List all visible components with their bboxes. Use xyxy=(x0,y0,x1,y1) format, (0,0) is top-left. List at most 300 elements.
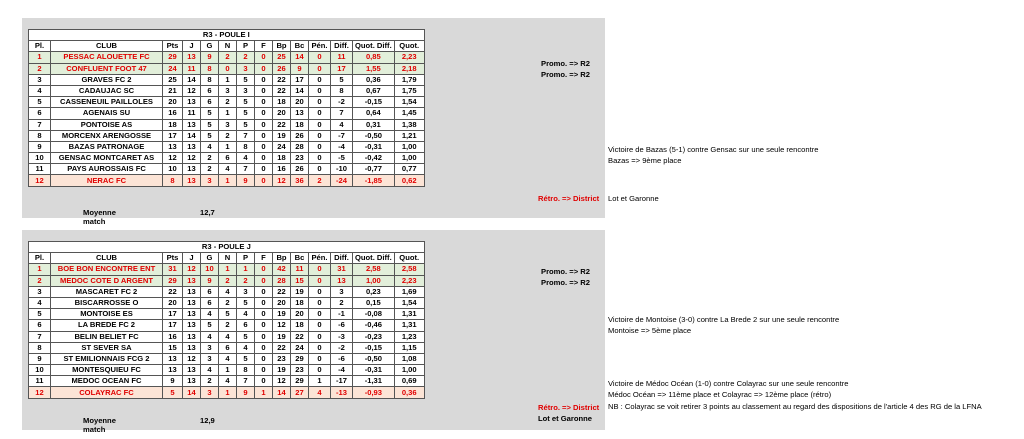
cell-club: GENSAC MONTCARET AS xyxy=(51,153,163,164)
average-value: 12,9 xyxy=(200,416,215,425)
cell-drawn: 2 xyxy=(219,97,237,108)
cell-forfeits: 0 xyxy=(255,153,273,164)
cell-won: 2 xyxy=(201,376,219,387)
cell-goals-against: 19 xyxy=(291,286,309,297)
cell-club: ST SEVER SA xyxy=(51,342,163,353)
cell-played: 13 xyxy=(183,175,201,186)
cell-won: 4 xyxy=(201,309,219,320)
cell-quot: 1,00 xyxy=(394,365,424,376)
table-title-row xyxy=(29,242,425,253)
cell-goal-diff: -6 xyxy=(331,320,353,331)
table-row xyxy=(29,387,425,398)
cell-goals-against: 20 xyxy=(291,97,309,108)
cell-club: CASSENEUIL PAILLOLES xyxy=(51,97,163,108)
cell-quot-diff: -0,31 xyxy=(353,365,395,376)
poule-i-status-promo-2: Promo. => R2 xyxy=(541,70,590,79)
cell-goal-diff: -4 xyxy=(331,365,353,376)
cell-quot-diff: -0,15 xyxy=(353,97,395,108)
table-row xyxy=(29,119,425,130)
cell-pl: 2 xyxy=(29,63,51,74)
cell-quot-diff: -0,15 xyxy=(353,342,395,353)
cell-won: 5 xyxy=(201,130,219,141)
cell-drawn: 2 xyxy=(219,52,237,63)
cell-club: COLAYRAC FC xyxy=(51,387,163,398)
cell-goals-against: 18 xyxy=(291,320,309,331)
cell-drawn: 4 xyxy=(219,286,237,297)
cell-penalty: 1 xyxy=(309,376,331,387)
cell-goals-for: 18 xyxy=(273,153,291,164)
cell-club: BELIN BELIET FC xyxy=(51,331,163,342)
cell-forfeits: 0 xyxy=(255,119,273,130)
cell-drawn: 4 xyxy=(219,353,237,364)
cell-quot-diff: -1,85 xyxy=(353,175,395,186)
cell-quot-diff: 0,31 xyxy=(353,119,395,130)
cell-drawn: 1 xyxy=(219,175,237,186)
cell-goal-diff: 2 xyxy=(331,297,353,308)
cell-quot-diff: -0,93 xyxy=(353,387,395,398)
cell-goals-for: 14 xyxy=(273,387,291,398)
cell-forfeits: 0 xyxy=(255,141,273,152)
cell-club: BAZAS PATRONAGE xyxy=(51,141,163,152)
cell-played: 13 xyxy=(183,331,201,342)
cell-drawn: 1 xyxy=(219,74,237,85)
cell-quot-diff: 0,64 xyxy=(353,108,395,119)
cell-forfeits: 0 xyxy=(255,275,273,286)
cell-goal-diff: -10 xyxy=(331,164,353,175)
column-header-goal-diff: Diff. xyxy=(331,253,353,264)
cell-lost: 2 xyxy=(237,275,255,286)
cell-drawn: 2 xyxy=(219,130,237,141)
poule-j-note-5: NB : Colayrac se voit retirer 3 points au classement au regard des dispositions de l'article 4 des RG de la LFNA xyxy=(608,402,982,411)
cell-pl: 1 xyxy=(29,52,51,63)
table-row xyxy=(29,141,425,152)
cell-drawn: 2 xyxy=(219,320,237,331)
cell-lost: 5 xyxy=(237,119,255,130)
cell-won: 3 xyxy=(201,353,219,364)
cell-played: 12 xyxy=(183,153,201,164)
poule-j-panel xyxy=(22,230,605,434)
cell-club: BISCARROSSE O xyxy=(51,297,163,308)
cell-pts: 9 xyxy=(163,376,183,387)
column-header-quot-diff: Quot. Diff. xyxy=(353,253,395,264)
cell-goals-against: 27 xyxy=(291,387,309,398)
column-header-forfeits: F xyxy=(255,253,273,264)
cell-drawn: 4 xyxy=(219,164,237,175)
cell-quot-diff: -0,23 xyxy=(353,331,395,342)
poule-j-retro-suffix: Lot et Garonne xyxy=(538,414,593,423)
column-header-lost: P xyxy=(237,253,255,264)
cell-quot: 1,00 xyxy=(394,141,424,152)
cell-won: 3 xyxy=(201,342,219,353)
cell-club: MEDOC OCEAN FC xyxy=(51,376,163,387)
cell-forfeits: 0 xyxy=(255,85,273,96)
cell-goal-diff: 17 xyxy=(331,63,353,74)
cell-goal-diff: 4 xyxy=(331,119,353,130)
cell-drawn: 0 xyxy=(219,63,237,74)
cell-pts: 18 xyxy=(163,119,183,130)
cell-goal-diff: -2 xyxy=(331,342,353,353)
column-header-goals-for: Bp xyxy=(273,253,291,264)
cell-pts: 12 xyxy=(163,153,183,164)
cell-quot-diff: 2,58 xyxy=(353,264,395,275)
cell-goals-for: 23 xyxy=(273,353,291,364)
cell-pl: 3 xyxy=(29,286,51,297)
cell-lost: 7 xyxy=(237,130,255,141)
cell-pl: 1 xyxy=(29,264,51,275)
cell-goals-against: 24 xyxy=(291,342,309,353)
cell-pts: 31 xyxy=(163,264,183,275)
cell-penalty: 0 xyxy=(309,320,331,331)
cell-forfeits: 0 xyxy=(255,97,273,108)
cell-played: 13 xyxy=(183,297,201,308)
cell-penalty: 0 xyxy=(309,63,331,74)
cell-goals-for: 22 xyxy=(273,342,291,353)
column-header-penalty: Pén. xyxy=(309,253,331,264)
table-row xyxy=(29,97,425,108)
cell-goals-against: 18 xyxy=(291,297,309,308)
cell-quot: 2,23 xyxy=(394,52,424,63)
cell-penalty: 0 xyxy=(309,52,331,63)
cell-forfeits: 0 xyxy=(255,320,273,331)
column-header-forfeits: F xyxy=(255,41,273,52)
cell-club: AGENAIS SU xyxy=(51,108,163,119)
cell-goals-for: 20 xyxy=(273,108,291,119)
cell-lost: 4 xyxy=(237,153,255,164)
cell-quot-diff: -0,46 xyxy=(353,320,395,331)
cell-goals-for: 12 xyxy=(273,320,291,331)
cell-won: 4 xyxy=(201,365,219,376)
cell-goals-against: 15 xyxy=(291,275,309,286)
cell-pl: 12 xyxy=(29,175,51,186)
cell-quot: 2,23 xyxy=(394,275,424,286)
cell-played: 12 xyxy=(183,264,201,275)
cell-goal-diff: 8 xyxy=(331,85,353,96)
cell-won: 9 xyxy=(201,275,219,286)
cell-goal-diff: 5 xyxy=(331,74,353,85)
cell-goals-for: 18 xyxy=(273,97,291,108)
cell-penalty: 0 xyxy=(309,353,331,364)
cell-drawn: 2 xyxy=(219,297,237,308)
cell-goals-against: 23 xyxy=(291,153,309,164)
cell-lost: 4 xyxy=(237,342,255,353)
cell-goal-diff: -5 xyxy=(331,153,353,164)
table-row xyxy=(29,331,425,342)
cell-goals-for: 25 xyxy=(273,52,291,63)
column-header-played: J xyxy=(183,41,201,52)
cell-quot: 1,21 xyxy=(394,130,424,141)
column-header-goal-diff: Diff. xyxy=(331,41,353,52)
cell-lost: 5 xyxy=(237,74,255,85)
cell-pts: 10 xyxy=(163,164,183,175)
cell-goal-diff: -3 xyxy=(331,331,353,342)
table-row xyxy=(29,130,425,141)
cell-forfeits: 0 xyxy=(255,331,273,342)
poule-j-note-1: Victoire de Montoise (3-0) contre La Brede 2 sur une seule rencontre xyxy=(608,315,840,324)
cell-pl: 7 xyxy=(29,119,51,130)
cell-penalty: 0 xyxy=(309,264,331,275)
cell-goals-against: 11 xyxy=(291,264,309,275)
cell-forfeits: 0 xyxy=(255,264,273,275)
cell-goals-against: 13 xyxy=(291,108,309,119)
cell-played: 13 xyxy=(183,52,201,63)
cell-goal-diff: -6 xyxy=(331,353,353,364)
cell-pts: 13 xyxy=(163,365,183,376)
cell-goals-against: 26 xyxy=(291,164,309,175)
cell-goals-against: 17 xyxy=(291,74,309,85)
table-row xyxy=(29,153,425,164)
cell-played: 13 xyxy=(183,365,201,376)
cell-pl: 6 xyxy=(29,320,51,331)
cell-goals-for: 19 xyxy=(273,130,291,141)
cell-pts: 17 xyxy=(163,309,183,320)
cell-pts: 16 xyxy=(163,331,183,342)
average-label: Moyenne match xyxy=(83,416,116,434)
poule-i-status-retro: Rétro. => District xyxy=(538,194,600,203)
poule-i-status-promo-1: Promo. => R2 xyxy=(541,59,590,68)
column-header-won: G xyxy=(201,253,219,264)
cell-club: NERAC FC xyxy=(51,175,163,186)
table-row xyxy=(29,74,425,85)
cell-played: 13 xyxy=(183,286,201,297)
cell-forfeits: 0 xyxy=(255,297,273,308)
cell-lost: 7 xyxy=(237,164,255,175)
cell-forfeits: 0 xyxy=(255,74,273,85)
cell-lost: 6 xyxy=(237,320,255,331)
cell-quot: 1,31 xyxy=(394,309,424,320)
cell-won: 5 xyxy=(201,108,219,119)
cell-pl: 8 xyxy=(29,342,51,353)
cell-pl: 9 xyxy=(29,353,51,364)
average-value: 12,7 xyxy=(200,208,215,217)
table-row xyxy=(29,286,425,297)
cell-drawn: 4 xyxy=(219,331,237,342)
cell-lost: 3 xyxy=(237,63,255,74)
cell-pts: 13 xyxy=(163,353,183,364)
cell-drawn: 1 xyxy=(219,365,237,376)
table-row xyxy=(29,264,425,275)
cell-pts: 22 xyxy=(163,286,183,297)
cell-goal-diff: 7 xyxy=(331,108,353,119)
cell-quot: 1,23 xyxy=(394,331,424,342)
cell-goal-diff: -24 xyxy=(331,175,353,186)
cell-lost: 5 xyxy=(237,353,255,364)
cell-pts: 15 xyxy=(163,342,183,353)
column-header-pts: Pts xyxy=(163,253,183,264)
cell-forfeits: 0 xyxy=(255,342,273,353)
cell-goals-for: 19 xyxy=(273,309,291,320)
column-header-penalty: Pén. xyxy=(309,41,331,52)
cell-goal-diff: -2 xyxy=(331,97,353,108)
cell-won: 4 xyxy=(201,141,219,152)
cell-penalty: 0 xyxy=(309,342,331,353)
table-row xyxy=(29,309,425,320)
poule-i-table xyxy=(28,29,425,187)
cell-forfeits: 0 xyxy=(255,353,273,364)
cell-club: ST EMILIONNAIS FCG 2 xyxy=(51,353,163,364)
cell-goal-diff: -17 xyxy=(331,376,353,387)
cell-quot: 1,54 xyxy=(394,297,424,308)
cell-goals-against: 22 xyxy=(291,331,309,342)
cell-lost: 1 xyxy=(237,264,255,275)
cell-won: 10 xyxy=(201,264,219,275)
cell-drawn: 6 xyxy=(219,342,237,353)
cell-goals-for: 12 xyxy=(273,175,291,186)
cell-quot-diff: -0,08 xyxy=(353,309,395,320)
column-header-lost: P xyxy=(237,41,255,52)
cell-quot: 1,38 xyxy=(394,119,424,130)
cell-quot-diff: 0,85 xyxy=(353,52,395,63)
table-row xyxy=(29,275,425,286)
cell-forfeits: 0 xyxy=(255,108,273,119)
cell-lost: 7 xyxy=(237,376,255,387)
poule-j-note-3: Victoire de Médoc Océan (1-0) contre Colayrac sur une seule rencontre xyxy=(608,379,849,388)
cell-quot: 1,45 xyxy=(394,108,424,119)
cell-club: MORCENX ARENGOSSE xyxy=(51,130,163,141)
cell-pts: 21 xyxy=(163,85,183,96)
table-row xyxy=(29,52,425,63)
cell-forfeits: 1 xyxy=(255,387,273,398)
poule-j-table xyxy=(28,241,425,399)
cell-pl: 10 xyxy=(29,365,51,376)
cell-played: 14 xyxy=(183,130,201,141)
cell-lost: 9 xyxy=(237,387,255,398)
table-row xyxy=(29,297,425,308)
column-header-pl: Pl. xyxy=(29,41,51,52)
cell-pl: 5 xyxy=(29,309,51,320)
column-header-club: CLUB xyxy=(51,253,163,264)
cell-lost: 8 xyxy=(237,141,255,152)
cell-penalty: 0 xyxy=(309,74,331,85)
cell-quot-diff: -1,31 xyxy=(353,376,395,387)
cell-quot-diff: 0,36 xyxy=(353,74,395,85)
cell-goal-diff: -1 xyxy=(331,309,353,320)
cell-pts: 20 xyxy=(163,97,183,108)
cell-quot-diff: 0,67 xyxy=(353,85,395,96)
cell-pts: 25 xyxy=(163,74,183,85)
cell-quot-diff: 1,00 xyxy=(353,275,395,286)
cell-lost: 8 xyxy=(237,365,255,376)
cell-drawn: 3 xyxy=(219,85,237,96)
cell-pts: 5 xyxy=(163,387,183,398)
table-row xyxy=(29,320,425,331)
poule-j-note-4: Médoc Océan => 11ème place et Colayrac => 12ème place (rétro) xyxy=(608,390,832,399)
cell-lost: 5 xyxy=(237,331,255,342)
cell-penalty: 0 xyxy=(309,85,331,96)
cell-played: 14 xyxy=(183,74,201,85)
cell-played: 14 xyxy=(183,387,201,398)
cell-won: 5 xyxy=(201,119,219,130)
poule-i-retro-suffix: Lot et Garonne xyxy=(608,194,659,203)
column-header-drawn: N xyxy=(219,253,237,264)
cell-goal-diff: -4 xyxy=(331,141,353,152)
cell-goal-diff: 13 xyxy=(331,275,353,286)
cell-goal-diff: -13 xyxy=(331,387,353,398)
cell-quot: 1,54 xyxy=(394,97,424,108)
cell-quot: 2,18 xyxy=(394,63,424,74)
cell-pl: 6 xyxy=(29,108,51,119)
cell-played: 13 xyxy=(183,342,201,353)
table-title: R3 - POULE I xyxy=(29,30,425,41)
cell-played: 13 xyxy=(183,141,201,152)
cell-pts: 24 xyxy=(163,63,183,74)
cell-pl: 12 xyxy=(29,387,51,398)
cell-won: 5 xyxy=(201,320,219,331)
cell-lost: 5 xyxy=(237,297,255,308)
cell-pl: 11 xyxy=(29,376,51,387)
cell-drawn: 3 xyxy=(219,119,237,130)
cell-won: 4 xyxy=(201,331,219,342)
cell-forfeits: 0 xyxy=(255,309,273,320)
cell-won: 9 xyxy=(201,52,219,63)
cell-forfeits: 0 xyxy=(255,175,273,186)
cell-penalty: 0 xyxy=(309,365,331,376)
table-row xyxy=(29,108,425,119)
cell-played: 13 xyxy=(183,320,201,331)
cell-penalty: 0 xyxy=(309,97,331,108)
cell-lost: 5 xyxy=(237,97,255,108)
cell-quot: 1,15 xyxy=(394,342,424,353)
table-row xyxy=(29,376,425,387)
cell-won: 8 xyxy=(201,74,219,85)
cell-played: 11 xyxy=(183,63,201,74)
cell-goals-against: 20 xyxy=(291,309,309,320)
cell-penalty: 0 xyxy=(309,164,331,175)
cell-played: 13 xyxy=(183,376,201,387)
cell-quot: 1,08 xyxy=(394,353,424,364)
cell-pl: 2 xyxy=(29,275,51,286)
cell-pts: 29 xyxy=(163,275,183,286)
cell-won: 6 xyxy=(201,85,219,96)
cell-pl: 3 xyxy=(29,74,51,85)
cell-club: PESSAC ALOUETTE FC xyxy=(51,52,163,63)
table-row xyxy=(29,85,425,96)
cell-goals-for: 16 xyxy=(273,164,291,175)
cell-pts: 20 xyxy=(163,297,183,308)
cell-lost: 2 xyxy=(237,52,255,63)
cell-pts: 17 xyxy=(163,130,183,141)
cell-pl: 9 xyxy=(29,141,51,152)
cell-pl: 11 xyxy=(29,164,51,175)
cell-forfeits: 0 xyxy=(255,286,273,297)
cell-penalty: 0 xyxy=(309,108,331,119)
cell-drawn: 1 xyxy=(219,387,237,398)
cell-won: 6 xyxy=(201,97,219,108)
cell-pts: 13 xyxy=(163,141,183,152)
cell-drawn: 5 xyxy=(219,309,237,320)
cell-goals-for: 20 xyxy=(273,297,291,308)
cell-penalty: 0 xyxy=(309,297,331,308)
cell-drawn: 1 xyxy=(219,141,237,152)
cell-goal-diff: 31 xyxy=(331,264,353,275)
cell-quot-diff: 0,23 xyxy=(353,286,395,297)
cell-goals-for: 22 xyxy=(273,286,291,297)
cell-goals-against: 28 xyxy=(291,141,309,152)
cell-played: 12 xyxy=(183,353,201,364)
cell-forfeits: 0 xyxy=(255,52,273,63)
cell-played: 13 xyxy=(183,97,201,108)
table-title-row xyxy=(29,30,425,41)
cell-goal-diff: -7 xyxy=(331,130,353,141)
cell-penalty: 0 xyxy=(309,141,331,152)
cell-goals-for: 19 xyxy=(273,365,291,376)
cell-drawn: 2 xyxy=(219,275,237,286)
cell-goals-for: 12 xyxy=(273,376,291,387)
cell-goals-against: 14 xyxy=(291,52,309,63)
cell-drawn: 1 xyxy=(219,264,237,275)
cell-played: 13 xyxy=(183,309,201,320)
cell-goals-against: 29 xyxy=(291,353,309,364)
cell-penalty: 2 xyxy=(309,175,331,186)
